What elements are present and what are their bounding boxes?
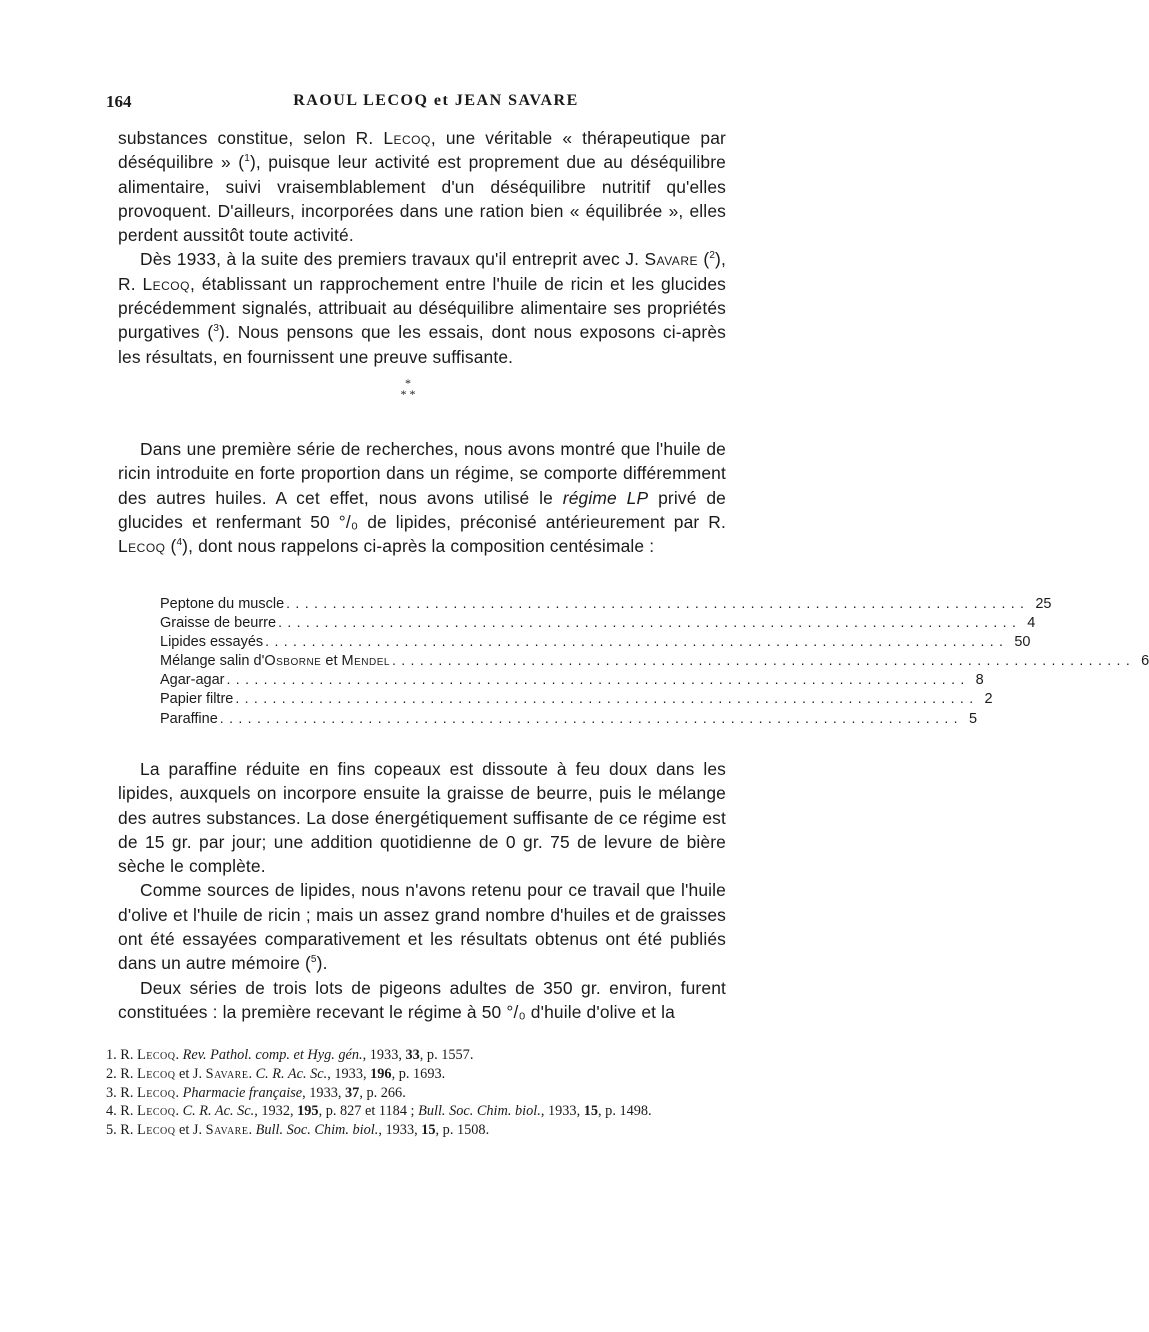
composition-value: 5: [968, 710, 978, 727]
footnote-ref: 3: [213, 323, 220, 335]
footnote-text: , p. 827 et 1184 ;: [318, 1103, 419, 1120]
footnote-text: R.: [120, 1103, 137, 1120]
composition-row: [160, 613, 1036, 632]
composition-table: [160, 594, 1149, 728]
footnote-author: Savare: [205, 1122, 249, 1139]
para1-text-c: ), puisque leur activité est proprement due au déséquilibre alimentaire, suivi vraisemblablement d'un déséquilibre nutritif qu'elles provoquent. D'ailleurs, incorporées dans une ration bien « équilibrée », elles perdent aussitôt toute activité.: [118, 152, 726, 246]
footnote-number: 2.: [106, 1065, 121, 1082]
leader-dots: ................................................................................: [391, 652, 1136, 669]
footnote-text: , 1933,: [540, 1103, 584, 1120]
footnote-number: 4.: [106, 1103, 121, 1120]
footnote-author: Lecoq: [136, 1103, 176, 1120]
author-name: Savare: [644, 249, 698, 270]
author-name: Lecoq: [142, 273, 190, 294]
author-name: Lecoq: [383, 128, 431, 148]
footnote-author: Lecoq: [136, 1047, 176, 1063]
para1-text-b: , une véritable « thérapeutique par déséquilibre » (: [118, 128, 726, 173]
footnote-author: Savare: [205, 1065, 249, 1082]
asterism-bottom: * *: [400, 387, 416, 401]
footnote: [82, 1121, 730, 1140]
paragraph-4: [118, 757, 726, 1024]
footnote-author: Lecoq: [136, 1065, 176, 1082]
footnote-volume: 33: [405, 1047, 420, 1063]
footnotes: [82, 1046, 730, 1140]
leader-dots: ................................................................................: [265, 633, 1009, 650]
footnote: [82, 1046, 730, 1065]
para2-text-c: ), R.: [118, 249, 726, 294]
footnote-text: R.: [120, 1047, 137, 1063]
composition-row: [160, 651, 1149, 670]
label-text: Agar-agar: [160, 672, 225, 689]
footnote-text: , p. 266.: [359, 1084, 406, 1101]
footnote-text: .: [175, 1084, 183, 1101]
footnote-volume: 15: [421, 1122, 436, 1139]
composition-row: [160, 632, 1031, 651]
footnote-text: , p. 1498.: [598, 1103, 652, 1120]
composition-value: 25: [1035, 596, 1052, 612]
label-text: Peptone du muscle: [160, 596, 285, 612]
label-text: et: [321, 653, 342, 670]
para2-text-e: ). Nous pensons que les essais, dont nous exposons ci-après les résultats, en fournissent une preuve suffisante.: [118, 322, 726, 367]
footnote-ref: 5: [310, 954, 317, 966]
leader-dots: ................................................................................: [226, 671, 970, 688]
footnote-author: Lecoq: [136, 1122, 176, 1139]
label-text: Paraffine: [160, 710, 218, 727]
composition-value: 6: [1141, 653, 1149, 670]
footnote-ref: 2: [709, 250, 716, 262]
footnote-volume: 15: [583, 1103, 599, 1120]
asterism-top: *: [405, 376, 411, 390]
footnote-text: et J.: [175, 1122, 206, 1139]
footnote: [82, 1102, 730, 1121]
footnote-text: .: [175, 1103, 183, 1120]
footnote-number: 1.: [106, 1047, 121, 1063]
footnote-journal: Bull. Soc. Chim. biol.: [255, 1122, 379, 1139]
footnote-text: , 1933,: [378, 1122, 422, 1139]
leader-dots: ................................................................................: [286, 595, 1030, 611]
composition-label: [160, 614, 276, 633]
footnote-text: , 1933,: [327, 1065, 371, 1082]
paragraph-1: [118, 126, 726, 369]
footnote-author: Lecoq: [136, 1084, 176, 1101]
footnote: [82, 1084, 730, 1103]
footnote-ref: 1: [244, 153, 250, 165]
para3-text-b: privé de glucides et renfermant 50 °/₀ de lipides, préconisé antérieurement par R.: [118, 487, 726, 532]
composition-label: [160, 690, 233, 709]
para2-text-b: (: [697, 249, 710, 270]
footnote-text: , 1932,: [254, 1103, 298, 1120]
footnote: [82, 1065, 730, 1084]
composition-row: [160, 709, 978, 728]
regime-name: régime LP: [562, 487, 649, 508]
footnote-text: , 1933,: [302, 1084, 346, 1101]
composition-row: [160, 689, 993, 708]
composition-row: [160, 594, 1052, 613]
para1-text-a: substances constitue, selon R.: [118, 128, 384, 148]
footnote-text: et J.: [175, 1065, 206, 1082]
composition-label: [160, 633, 263, 652]
composition-value: 8: [975, 672, 984, 689]
leader-dots: ................................................................................: [278, 614, 1022, 631]
author-name: Lecoq: [118, 536, 166, 557]
composition-value: 50: [1014, 634, 1031, 651]
page-number: 164: [106, 92, 132, 111]
para5-text-a: Comme sources de lipides, nous n'avons retenu pour ce travail que l'huile d'olive et l'huile de ricin ; mais un assez grand nombre d'huiles et de graisses ont été essayées comparativement et les résultats obtenus ont été publiés dans un autre mémoire (: [118, 880, 726, 974]
leader-dots: ................................................................................: [219, 709, 963, 726]
para4-text: La paraffine réduite en fins copeaux est dissoute à feu doux dans les lipides, auxquels on incorpore ensuite la graisse de beurre, puis le mélange des autres substances. La dose énergétiquement suffisante de ce régime est de 15 gr. par jour; une addition quotidienne de 0 gr. 75 de levure de bière sèche le complète.: [118, 759, 726, 877]
label-text: Graisse de beurre: [160, 615, 277, 632]
leader-dots: ................................................................................: [235, 690, 979, 707]
para3-text-d: ), dont nous rappelons ci-après la composition centésimale :: [182, 536, 655, 557]
footnote-volume: 196: [370, 1065, 392, 1082]
paragraph-3: [118, 437, 726, 558]
footnote-journal: C. R. Ac. Sc.: [255, 1065, 328, 1082]
label-author: Osborne: [264, 653, 322, 670]
label-author: Mendel: [341, 653, 390, 670]
para5-text-b: ).: [316, 953, 328, 974]
footnote-text: R.: [120, 1122, 137, 1139]
footnote-text: .: [248, 1065, 256, 1082]
composition-label: [160, 652, 390, 671]
composition-value: 4: [1027, 615, 1036, 632]
para2-text-a: Dès 1933, à la suite des premiers travaux qu'il entreprit avec J.: [140, 249, 645, 270]
label-text: Papier filtre: [160, 691, 234, 708]
footnote-journal: C. R. Ac. Sc.: [182, 1103, 255, 1120]
footnote-volume: 195: [297, 1103, 319, 1120]
footnote-text: , p. 1693.: [391, 1065, 446, 1082]
running-header: [106, 92, 726, 116]
footnote-text: , 1933,: [362, 1047, 406, 1063]
label-text: Mélange salin d': [160, 653, 265, 670]
para2-text-d: , établissant un rapprochement entre l'huile de ricin et les glucides précédemment signalés, attribuait au déséquilibre alimentaire ses propriétés purgatives (: [118, 273, 726, 343]
para3-text-c: (: [165, 536, 177, 557]
running-title: RAOUL LECOQ et JEAN SAVARE: [293, 92, 579, 109]
composition-value: 2: [984, 691, 993, 708]
para6-text: Deux séries de trois lots de pigeons adultes de 350 gr. environ, furent constituées : la première recevant le régime à 50 °/₀ d'huile d'olive et la: [118, 977, 726, 1022]
para3-text-a: Dans une première série de recherches, nous avons montré que l'huile de ricin introduite en forte proportion dans un régime, se comporte différemment des autres huiles. A cet effet, nous avons utilisé le: [118, 439, 726, 508]
footnote-ref: 4: [176, 537, 183, 549]
footnote-journal: Rev. Pathol. comp. et Hyg. gén.: [182, 1047, 363, 1063]
footnote-volume: 37: [345, 1084, 360, 1101]
composition-label: [160, 671, 224, 690]
footnote-text: .: [248, 1122, 256, 1139]
label-text: Lipides essayés: [160, 634, 264, 651]
footnote-text: R.: [120, 1084, 137, 1101]
footnote-number: 3.: [106, 1084, 121, 1101]
footnote-text: , p. 1557.: [419, 1047, 474, 1063]
footnote-journal: Pharmacie française: [182, 1084, 303, 1101]
composition-label: [160, 710, 218, 729]
footnote-text: R.: [120, 1065, 137, 1082]
footnote-journal: Bull. Soc. Chim. biol.: [418, 1103, 541, 1120]
composition-row: [160, 670, 984, 689]
footnote-number: 5.: [106, 1122, 121, 1139]
footnote-text: , p. 1508.: [435, 1122, 490, 1139]
footnote-text: .: [175, 1047, 183, 1063]
section-asterism: [0, 378, 808, 400]
composition-label: [160, 595, 284, 614]
